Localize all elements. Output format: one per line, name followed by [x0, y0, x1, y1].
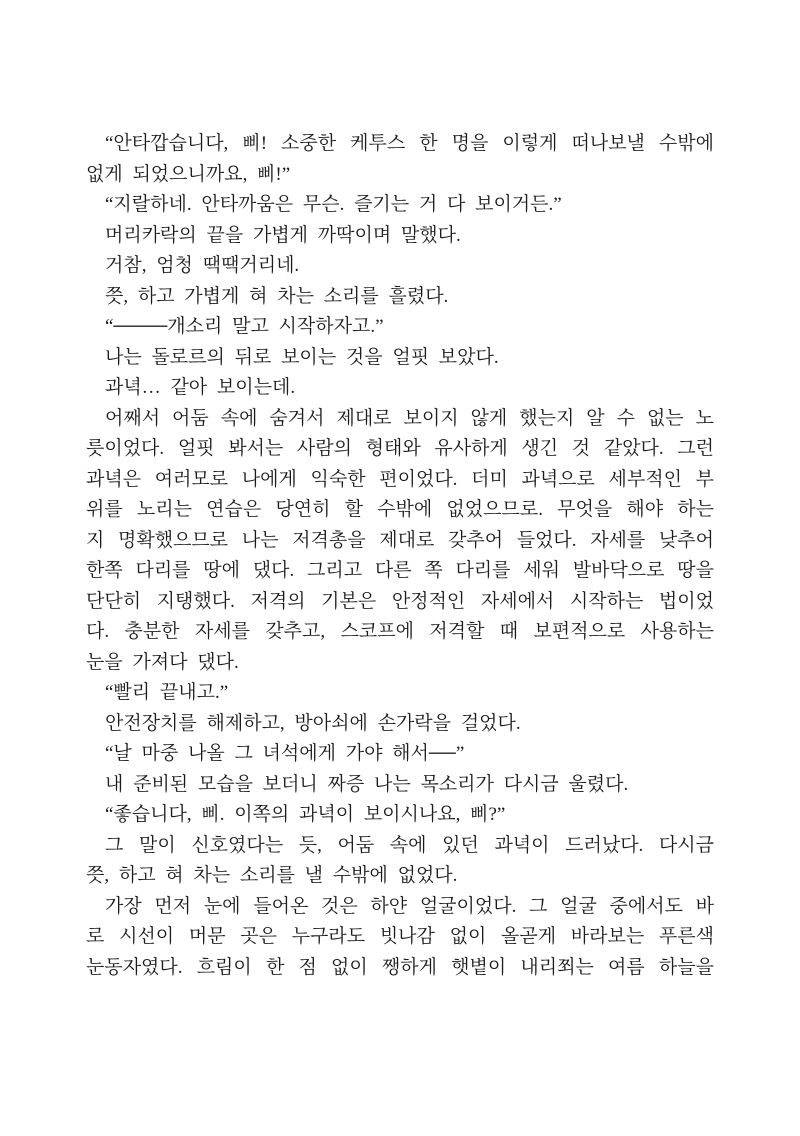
text-line: 내 준비된 모습을 보더니 짜증 나는 목소리가 다시금 울렸다. — [105, 773, 629, 795]
text-line: 눈을 가져다 댔다. — [86, 651, 239, 673]
text-line: “날 마중 나올 그 녀석에게 가야 해서──” — [105, 743, 465, 764]
text-line: 로 시선이 머문 곳은 누구라도 빗나감 없이 올곧게 바라보는 푸른색 — [86, 926, 714, 947]
text-line: 과녁은 여러모로 나에게 익숙한 편이었다. 더미 과녁으로 세부적인 부 — [86, 468, 714, 490]
text-line: 머리카락의 끝을 가볍게 까딱이며 말했다. — [105, 224, 461, 246]
text-line: 지 명확했으므로 나는 저격총을 제대로 갖추어 들었다. 자세를 낮추어 — [86, 529, 714, 551]
document-page — [86, 129, 714, 983]
text-line: “지랄하네. 안타까움은 무슨. 즐기는 거 다 보이거든.” — [105, 194, 562, 215]
text-line: 쯧, 하고 혀 차는 소리를 낼 수밖에 없었다. — [86, 865, 458, 886]
text-line: 그 말이 신호였다는 듯, 어둠 속에 있던 과녁이 드러났다. 다시금 — [105, 834, 714, 856]
text-line: 눈동자였다. 흐림이 한 점 없이 쨍하게 햇볕이 내리쬐는 여름 하늘을 — [86, 956, 714, 978]
text-line: 어째서 어둠 속에 숨겨서 제대로 보이지 않게 했는지 알 수 없는 노 — [105, 407, 714, 429]
text-line: 위를 노리는 연습은 당연히 할 수밖에 없었으므로. 무엇을 해야 하는 — [86, 499, 714, 520]
text-line: 가장 먼저 눈에 들어온 것은 하얀 얼굴이었다. 그 얼굴 중에서도 바 — [105, 895, 714, 917]
text-line: 과녁… 같아 보이는데. — [105, 377, 296, 398]
text-line: 안전장치를 해제하고, 방아쇠에 손가락을 걸었다. — [105, 712, 521, 734]
text-line: 한쪽 다리를 땅에 댔다. 그리고 다른 쪽 다리를 세워 발바닥으로 땅을 — [86, 560, 714, 581]
text-line: “좋습니다, 삐. 이쪽의 과녁이 보이시나요, 삐?” — [105, 804, 506, 825]
text-line: “안타깝습니다, 삐! 소중한 케투스 한 명을 이렇게 떠나보낼 수밖에 — [105, 133, 714, 154]
text-line: 릇이었다. 얼핏 봐서는 사람의 형태와 유사하게 생긴 것 같았다. 그런 — [86, 438, 714, 459]
text-line: 쯧, 하고 가볍게 혀 차는 소리를 흘렸다. — [105, 285, 449, 307]
text-line: 단단히 지탱했다. 저격의 기본은 안정적인 자세에서 시작하는 법이었 — [86, 590, 714, 612]
text-line: “────개소리 말고 시작하자고.” — [105, 316, 384, 337]
text-line: 없게 되었으니까요, 삐!” — [86, 163, 291, 185]
text-line: 거참, 엄청 땍땍거리네. — [105, 255, 300, 276]
text-line: 다. 충분한 자세를 갖추고, 스코프에 저격할 때 보편적으로 사용하는 — [86, 621, 714, 642]
text-line: “빨리 끝내고.” — [105, 682, 229, 703]
text-line: 나는 돌로르의 뒤로 보이는 것을 얼핏 보았다. — [105, 346, 499, 368]
